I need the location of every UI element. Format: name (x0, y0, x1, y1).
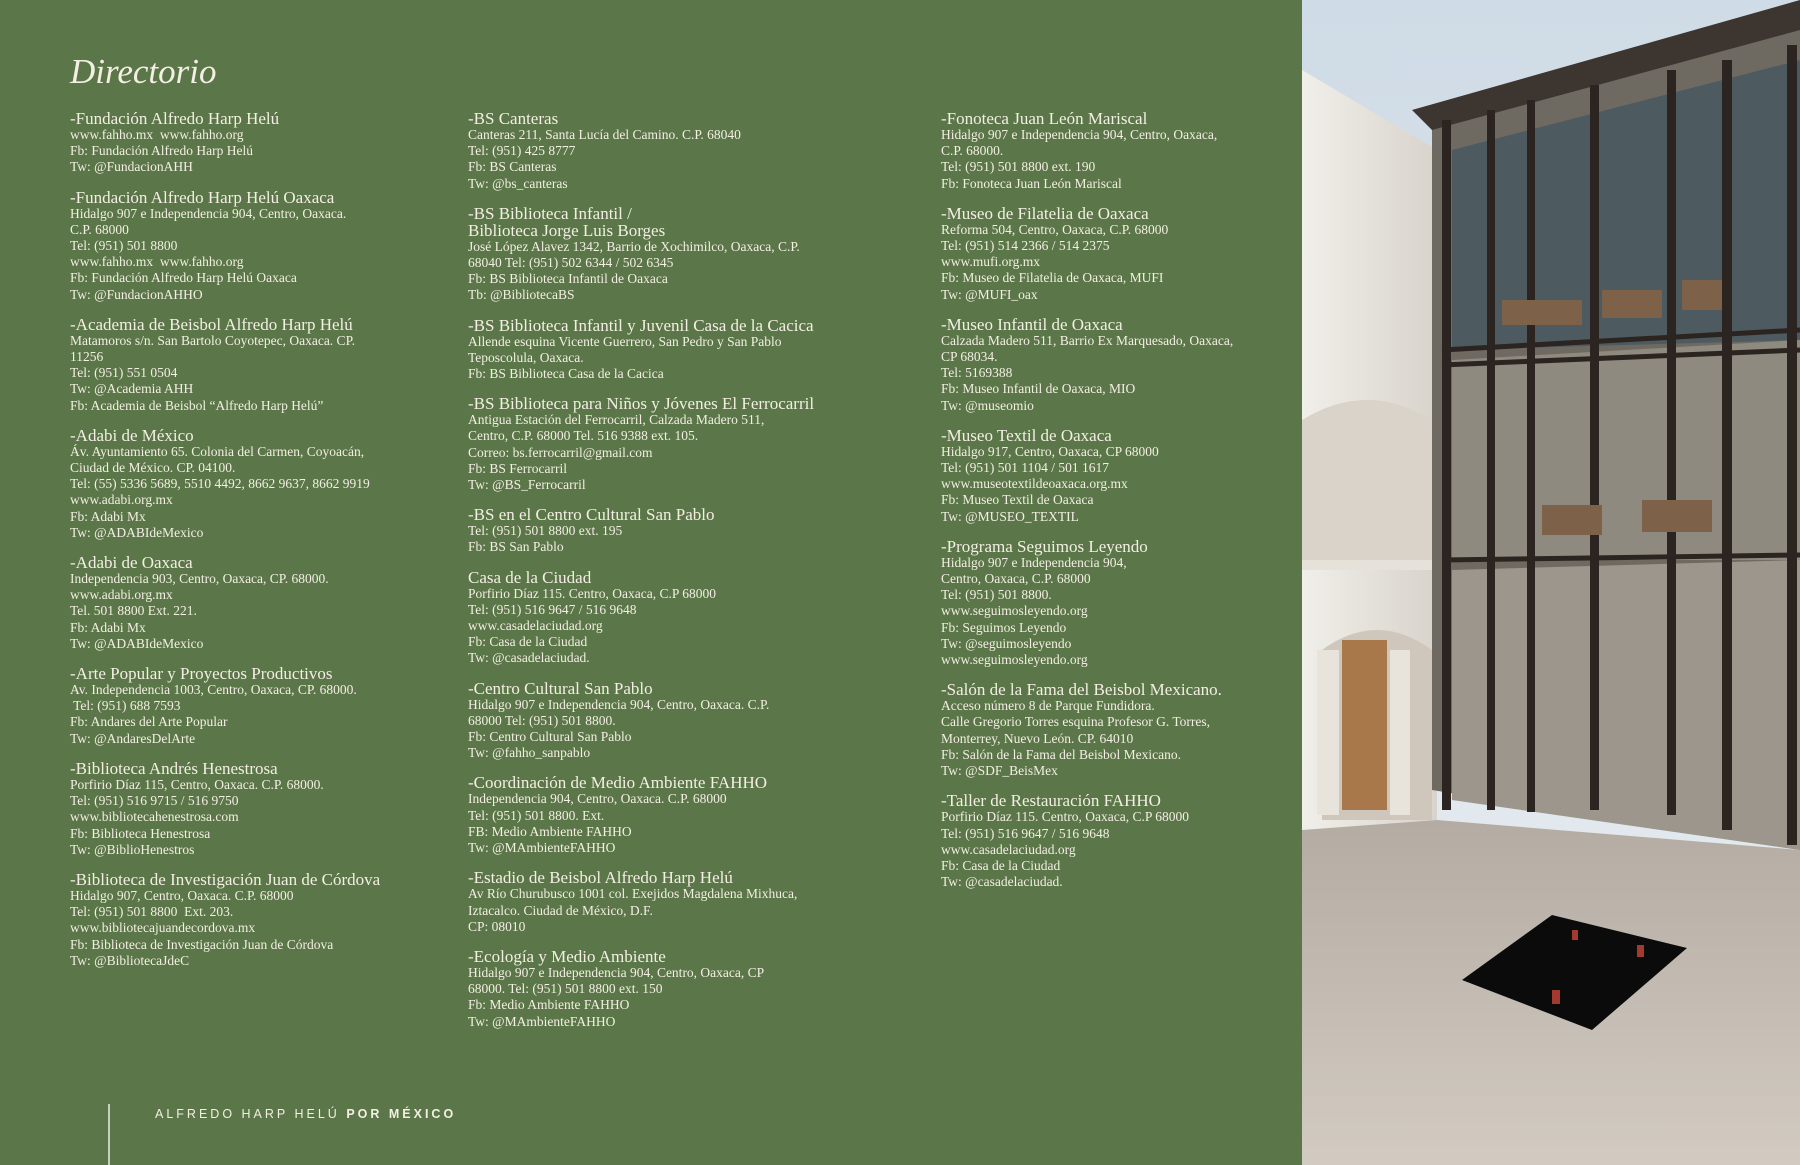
entry-detail-line: www.adabi.org.mx (70, 587, 173, 603)
page-title: Directorio (70, 52, 217, 91)
directory-entry-biblioteca-de-investigacion-juan-de-cordova (70, 871, 450, 969)
entry-detail-line: Fb: Museo Textil de Oaxaca (941, 492, 1094, 508)
entry-detail-line: Allende esquina Vicente Guerrero, San Pedro y San Pablo (468, 333, 782, 349)
entry-name: -Fundación Alfredo Harp Helú Oaxaca (70, 187, 335, 207)
entry-detail-line: Fb: Fonoteca Juan León Mariscal (941, 175, 1122, 191)
directory-entry-bs-en-el-centro-cultural-san-pablo (468, 506, 888, 555)
entry-name: -Biblioteca de Investigación Juan de Córdova (70, 869, 381, 889)
entry-detail-line: Iztacalco. Ciudad de México, D.F. (468, 902, 653, 918)
footer-bold: POR MÉXICO (346, 1107, 457, 1121)
entry-detail-line: Áv. Ayuntamiento 65. Colonia del Carmen, Coyoacán, (70, 443, 365, 459)
courtyard-photo (1302, 0, 1800, 1165)
entry-detail-line: www.bibliotecahenestrosa.com (70, 809, 239, 825)
entry-detail-line: Fb: Biblioteca Henestrosa (70, 825, 211, 841)
entry-detail-line: www.mufi.org.mx (941, 254, 1040, 270)
directory-entry-bs-biblioteca-infantil-y-juvenil-casa-de-la-cacica (468, 317, 888, 383)
entry-detail-line: Av Río Churubusco 1001 col. Exejidos Magdalena Mixhuca, (468, 886, 798, 902)
entry-detail-line: Fb: Adabi Mx (70, 508, 146, 524)
entry-detail-line: Correo: bs.ferrocarril@gmail.com (468, 444, 653, 460)
entry-detail-line: Fb: Medio Ambiente FAHHO (468, 997, 630, 1013)
entry-detail-line: Tel: 5169388 (941, 365, 1013, 381)
entry-detail-line: Tw: @FundacionAHHO (70, 286, 203, 302)
entry-detail-line: Fb: Biblioteca de Investigación Juan de Córdova (70, 936, 334, 952)
entry-detail-line: Tw: @MAmbienteFAHHO (468, 840, 616, 856)
entry-detail-line: Tel: (951) 688 7593 (70, 698, 181, 714)
directory-entry-museo-textil-de-oaxaca (941, 427, 1281, 525)
entry-detail-line: Tw: @casadelaciudad. (468, 650, 590, 666)
entry-name: Casa de la Ciudad (468, 567, 592, 587)
directory-column-2 (468, 110, 888, 1043)
entry-detail-line: CP: 08010 (468, 918, 526, 934)
entry-detail-line: Tw: @bs_canteras (468, 175, 568, 191)
entry-detail-line: 68000. Tel: (951) 501 8800 ext. 150 (468, 981, 663, 997)
entry-name: -Programa Seguimos Leyendo (941, 536, 1148, 556)
entry-detail-line: FB: Medio Ambiente FAHHO (468, 823, 632, 839)
entry-detail-line: Hidalgo 907 e Independencia 904, Centro, Oaxaca. (70, 205, 347, 221)
entry-detail-line: Antigua Estación del Ferrocarril, Calzada Madero 511, (468, 412, 765, 428)
entry-detail-line: Tw: @ADABIdeMexico (70, 524, 204, 540)
entry-detail-line: Fb: Casa de la Ciudad (468, 634, 588, 650)
entry-detail-line: Tw: @SDF_BeisMex (941, 763, 1058, 779)
directory-entry-fonoteca-juan-leon-mariscal (941, 110, 1281, 192)
directory-entry-arte-popular-y-proyectos-productivos (70, 665, 450, 747)
entry-detail-line: Tw: @seguimosleyendo (941, 635, 1072, 651)
entry-detail-line: www.casadelaciudad.org (468, 618, 603, 634)
directory-entry-academia-de-beisbol-alfredo-harp-helu (70, 316, 450, 414)
entry-detail-line: www.seguimosleyendo.org (941, 652, 1088, 668)
directory-column-1 (70, 110, 450, 982)
entry-detail-line: Tw: @MUSEO_TEXTIL (941, 508, 1079, 524)
footer-divider (108, 1104, 110, 1165)
entry-detail-line: Tw: @museomio (941, 397, 1034, 413)
entry-name: -Adabi de Oaxaca (70, 553, 193, 573)
directory-entry-museo-de-filatelia-de-oaxaca (941, 205, 1281, 303)
entry-detail-line: Matamoros s/n. San Bartolo Coyotepec, Oaxaca. CP. (70, 332, 355, 348)
entry-detail-line: Tw: @BS_Ferrocarril (468, 477, 586, 493)
entry-detail-line: Tw: @casadelaciudad. (941, 874, 1063, 890)
directory-entry-centro-cultural-san-pablo (468, 680, 888, 762)
entry-name: -Coordinación de Medio Ambiente FAHHO (468, 773, 768, 793)
entry-detail-line: C.P. 68000 (70, 221, 129, 237)
entry-detail-line: Centro, Oaxaca, C.P. 68000 (941, 571, 1091, 587)
directory-entry-museo-infantil-de-oaxaca (941, 316, 1281, 414)
entry-detail-line: Fb: Andares del Arte Popular (70, 714, 228, 730)
entry-detail-line: Tw: @FundacionAHH (70, 159, 193, 175)
entry-detail-line: Tb: @BibliotecaBS (468, 287, 575, 303)
entry-detail-line: Acceso número 8 de Parque Fundidora. (941, 698, 1155, 714)
directory-entry-biblioteca-andres-henestrosa (70, 760, 450, 858)
entry-name: -BS Canteras (468, 109, 559, 128)
entry-name: -Museo Infantil de Oaxaca (941, 314, 1123, 334)
entry-detail-line: 68000 Tel: (951) 501 8800. (468, 712, 616, 728)
entry-name: -Ecología y Medio Ambiente (468, 946, 666, 966)
entry-name: -BS Biblioteca Infantil y Juvenil Casa de la Cacica (468, 315, 814, 335)
entry-detail-line: Tw: @MUFI_oax (941, 286, 1038, 302)
directory-entry-salon-de-la-fama-del-beisbol-mexicano (941, 681, 1281, 779)
directory-entry-taller-de-restauracion-fahho (941, 792, 1281, 890)
directory-entry-bs-biblioteca-infantil-biblioteca-jorge-luis-borges (468, 205, 888, 304)
entry-detail-line: Tel: (951) 516 9647 / 516 9648 (468, 601, 637, 617)
entry-detail-line: Fb: Fundación Alfredo Harp Helú Oaxaca (70, 270, 297, 286)
entry-detail-line: Tel: (951) 425 8777 (468, 143, 576, 159)
directory-entry-casa-de-la-ciudad (468, 569, 888, 667)
entry-detail-line: Hidalgo 907 e Independencia 904, Centro, Oaxaca, (941, 127, 1218, 142)
entry-detail-line: Fb: BS Biblioteca Infantil de Oaxaca (468, 271, 668, 287)
directory-entry-programa-seguimos-leyendo (941, 538, 1281, 668)
entry-name: -BS Biblioteca para Niños y Jóvenes El Ferrocarril (468, 394, 815, 414)
entry-detail-line: Fb: Seguimos Leyendo (941, 619, 1067, 635)
entry-name: -Museo de Filatelia de Oaxaca (941, 203, 1149, 223)
entry-detail-line: Calzada Madero 511, Barrio Ex Marquesado, Oaxaca, (941, 332, 1234, 348)
entry-detail-line: Tw: @BiblioHenestros (70, 841, 195, 857)
entry-detail-line: Hidalgo 907, Centro, Oaxaca. C.P. 68000 (70, 887, 294, 903)
entry-detail-line: Fb: BS San Pablo (468, 539, 564, 555)
directory-entry-fundacion-alfredo-harp-helu (70, 110, 450, 176)
directory-column-3 (941, 110, 1281, 903)
entry-detail-line: Hidalgo 907 e Independencia 904, Centro, Oaxaca, CP (468, 964, 765, 980)
entry-detail-line: Tel: (951) 501 8800 (70, 238, 178, 254)
entry-detail-line: Independencia 904, Centro, Oaxaca. C.P. 68000 (468, 791, 727, 807)
entry-name: -Estadio de Beisbol Alfredo Harp Helú (468, 868, 733, 888)
entry-detail-line: Porfirio Díaz 115. Centro, Oaxaca, C.P 68000 (941, 809, 1189, 825)
entry-detail-line: www.bibliotecajuandecordova.mx (70, 920, 256, 936)
entry-detail-line: Fb: Academia de Beisbol “Alfredo Harp Helú” (70, 397, 324, 413)
entry-detail-line: Tw: @BibliotecaJdeC (70, 952, 190, 968)
entry-name: -Museo Textil de Oaxaca (941, 425, 1112, 445)
entry-detail-line: Tel: (951) 501 8800 Ext. 203. (70, 904, 234, 920)
entry-name: -Biblioteca Andrés Henestrosa (70, 758, 278, 778)
entry-detail-line: Fb: Adabi Mx (70, 619, 146, 635)
entry-name: -BS Biblioteca Infantil / Biblioteca Jorge Luis Borges (468, 203, 666, 240)
footer-running-title (155, 1107, 456, 1121)
entry-detail-line: Independencia 903, Centro, Oaxaca, CP. 68000. (70, 571, 329, 587)
entry-name: -Taller de Restauración FAHHO (941, 791, 1161, 811)
entry-detail-line: Tel: (951) 516 9715 / 516 9750 (70, 793, 239, 809)
entry-detail-line: Fb: Fundación Alfredo Harp Helú (70, 143, 253, 159)
entry-name: -Salón de la Fama del Beisbol Mexicano. (941, 680, 1222, 700)
entry-detail-line: Porfirio Díaz 115. Centro, Oaxaca, C.P 68000 (468, 585, 716, 601)
entry-name: -Academia de Beisbol Alfredo Harp Helú (70, 314, 353, 334)
entry-detail-line: Centro, C.P. 68000 Tel. 516 9388 ext. 105. (468, 428, 699, 444)
entry-detail-line: Tw: @Academia AHH (70, 381, 194, 397)
entry-detail-line: Fb: BS Canteras (468, 159, 557, 175)
entry-detail-line: Hidalgo 907 e Independencia 904, Centro, Oaxaca. C.P. (468, 696, 770, 712)
entry-detail-line: CP 68034. (941, 349, 998, 365)
entry-detail-line: Hidalgo 907 e Independencia 904, (941, 554, 1127, 570)
entry-detail-line: Tel: (951) 551 0504 (70, 365, 178, 381)
entry-detail-line: Tw: @ADABIdeMexico (70, 635, 204, 651)
entry-detail-line: Tel. 501 8800 Ext. 221. (70, 603, 197, 619)
footer-prefix: ALFREDO HARP HELÚ (155, 1107, 347, 1121)
entry-detail-line: Ciudad de México. CP. 04100. (70, 460, 236, 476)
entry-detail-line: Porfirio Díaz 115, Centro, Oaxaca. C.P. 68000. (70, 776, 324, 792)
directory-entry-adabi-de-oaxaca (70, 554, 450, 652)
entry-detail-line: Tel: (951) 516 9647 / 516 9648 (941, 825, 1110, 841)
entry-detail-line: Fb: BS Biblioteca Casa de la Cacica (468, 366, 664, 382)
entry-detail-line: Hidalgo 917, Centro, Oaxaca, CP 68000 (941, 443, 1159, 459)
directory-entry-adabi-de-mexico (70, 427, 450, 541)
entry-detail-line: Reforma 504, Centro, Oaxaca, C.P. 68000 (941, 221, 1169, 237)
entry-name: -Fundación Alfredo Harp Helú (70, 109, 280, 128)
entry-detail-line: Fb: Centro Cultural San Pablo (468, 729, 632, 745)
entry-detail-line: Fb: Salón de la Fama del Beisbol Mexicano. (941, 746, 1181, 762)
entry-detail-line: Tw: @fahho_sanpablo (468, 745, 591, 761)
entry-detail-line: Tel: (951) 501 8800 ext. 195 (468, 523, 623, 539)
entry-detail-line: Av. Independencia 1003, Centro, Oaxaca, CP. 68000. (70, 682, 357, 698)
entry-detail-line: Tw: @MAmbienteFAHHO (468, 1013, 616, 1029)
entry-detail-line: www.casadelaciudad.org (941, 841, 1076, 857)
entry-detail-line: 68040 Tel: (951) 502 6344 / 502 6345 (468, 255, 674, 271)
directory-entry-bs-biblioteca-para-ninos-y-jovenes-el-ferrocarril (468, 395, 888, 493)
entry-detail-line: José López Alavez 1342, Barrio de Xochimilco, Oaxaca, C.P. (468, 238, 800, 254)
entry-detail-line: Monterrey, Nuevo León. CP. 64010 (941, 730, 1134, 746)
entry-detail-line: www.adabi.org.mx (70, 492, 173, 508)
entry-detail-line: Fb: Casa de la Ciudad (941, 857, 1061, 873)
entry-detail-line: Fb: Museo de Filatelia de Oaxaca, MUFI (941, 270, 1164, 286)
entry-name: -Fonoteca Juan León Mariscal (941, 109, 1148, 128)
entry-detail-line: Tel: (951) 501 8800. (941, 587, 1052, 603)
entry-detail-line: www.museotextildeoaxaca.org.mx (941, 476, 1128, 492)
entry-detail-line: Fb: BS Ferrocarril (468, 460, 567, 476)
entry-detail-line: www.seguimosleyendo.org (941, 603, 1088, 619)
entry-name: -Adabi de México (70, 425, 194, 445)
entry-detail-line: Teposcolula, Oaxaca. (468, 349, 584, 365)
entry-name: -Arte Popular y Proyectos Productivos (70, 664, 333, 684)
entry-detail-line: 11256 (70, 349, 104, 365)
entry-name: -Centro Cultural San Pablo (468, 678, 653, 698)
entry-name: -BS en el Centro Cultural San Pablo (468, 505, 715, 525)
entry-detail-line: www.fahho.mx www.fahho.org (70, 127, 244, 142)
entry-detail-line: Tel: (55) 5336 5689, 5510 4492, 8662 9637, 8662 9919 (70, 476, 370, 492)
directory-entry-coordinacion-de-medio-ambiente-fahho (468, 774, 888, 856)
entry-detail-line: Fb: Museo Infantil de Oaxaca, MIO (941, 381, 1136, 397)
entry-detail-line: Calle Gregorio Torres esquina Profesor G. Torres, (941, 714, 1211, 730)
directory-entry-bs-canteras (468, 110, 888, 192)
entry-detail-line: www.fahho.mx www.fahho.org (70, 254, 244, 270)
entry-detail-line: Tel: (951) 514 2366 / 514 2375 (941, 238, 1110, 254)
directory-entry-ecologia-y-medio-ambiente (468, 948, 888, 1030)
entry-detail-line: C.P. 68000. (941, 143, 1004, 159)
entry-detail-line: Tel: (951) 501 8800 ext. 190 (941, 159, 1096, 175)
entry-detail-line: Tw: @AndaresDelArte (70, 730, 196, 746)
entry-detail-line: Tel: (951) 501 1104 / 501 1617 (941, 460, 1110, 476)
entry-detail-line: Canteras 211, Santa Lucía del Camino. C.P. 68040 (468, 127, 741, 142)
entry-detail-line: Tel: (951) 501 8800. Ext. (468, 807, 605, 823)
directory-entry-estadio-de-beisbol-alfredo-harp-helu (468, 869, 888, 935)
directory-entry-fundacion-alfredo-harp-helu-oaxaca (70, 189, 450, 303)
